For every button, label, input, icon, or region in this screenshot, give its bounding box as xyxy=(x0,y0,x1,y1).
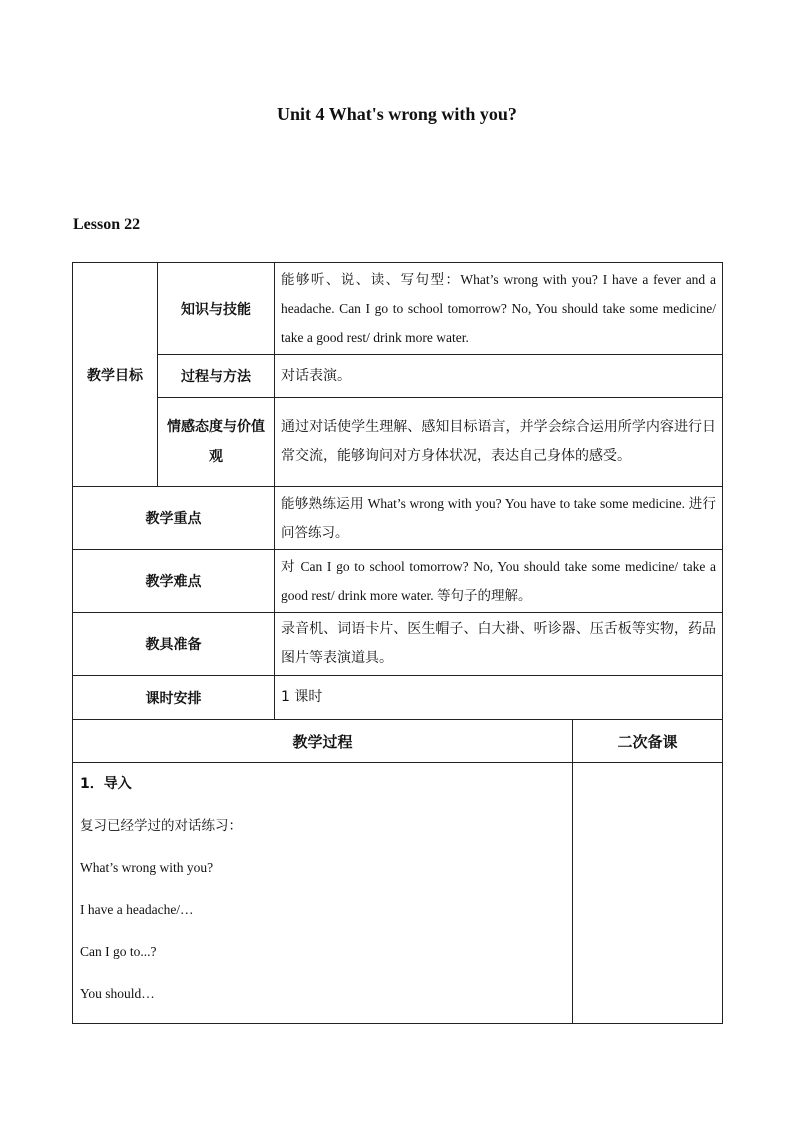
step-line: You should… xyxy=(80,986,155,1001)
attitude-values-label: 情感态度与价值观 xyxy=(158,398,275,487)
page-title: Unit 4 What's wrong with you? xyxy=(277,104,517,124)
schedule-text: 1 课时 xyxy=(275,676,723,720)
process-method-text: 对话表演。 xyxy=(275,355,723,398)
step-line: Can I go to...? xyxy=(80,944,157,959)
materials-label: 教具准备 xyxy=(73,613,275,676)
schedule-label: 课时安排 xyxy=(73,676,275,720)
step-1-title: 1．导入 xyxy=(80,776,132,792)
difficulties-label: 教学难点 xyxy=(73,550,275,613)
step-line: I have a headache/… xyxy=(80,902,194,917)
step-line: What’s wrong with you? xyxy=(80,860,214,875)
objectives-label: 教学目标 xyxy=(73,263,158,487)
lesson-plan-table xyxy=(72,262,723,1024)
difficulties-text: 对 Can I go to school tomorrow? No, You should take some medicine/ take a good rest/ drink more water. 等句子的理解。 xyxy=(275,550,723,613)
knowledge-skills-text: 能够听、说、读、写句型：What’s wrong with you? I have a fever and a headache. Can I go to school tomorrow? No, You should take some medicine/ take a good rest/ drink more water. xyxy=(275,263,723,355)
attitude-values-text: 通过对话使学生理解、感知目标语言，并学会综合运用所学内容进行日常交流，能够询问对方身体状况，表达自己身体的感受。 xyxy=(275,398,723,487)
teaching-process-header: 教学过程 xyxy=(73,720,573,763)
step-line: 复习已经学过的对话练习： xyxy=(80,818,242,834)
materials-text: 录音机、词语卡片、医生帽子、白大褂、听诊器、压舌板等实物，药品图片等表演道具。 xyxy=(275,613,723,676)
second-prep-header: 二次备课 xyxy=(573,720,723,763)
key-points-label: 教学重点 xyxy=(73,487,275,550)
key-points-text: 能够熟练运用 What’s wrong with you? You have to take some medicine. 进行问答练习。 xyxy=(275,487,723,550)
second-prep-content xyxy=(573,763,723,1024)
knowledge-skills-label: 知识与技能 xyxy=(158,263,275,355)
teaching-process-content xyxy=(73,763,573,1024)
lesson-heading: Lesson 22 xyxy=(73,216,141,233)
process-method-label: 过程与方法 xyxy=(158,355,275,398)
